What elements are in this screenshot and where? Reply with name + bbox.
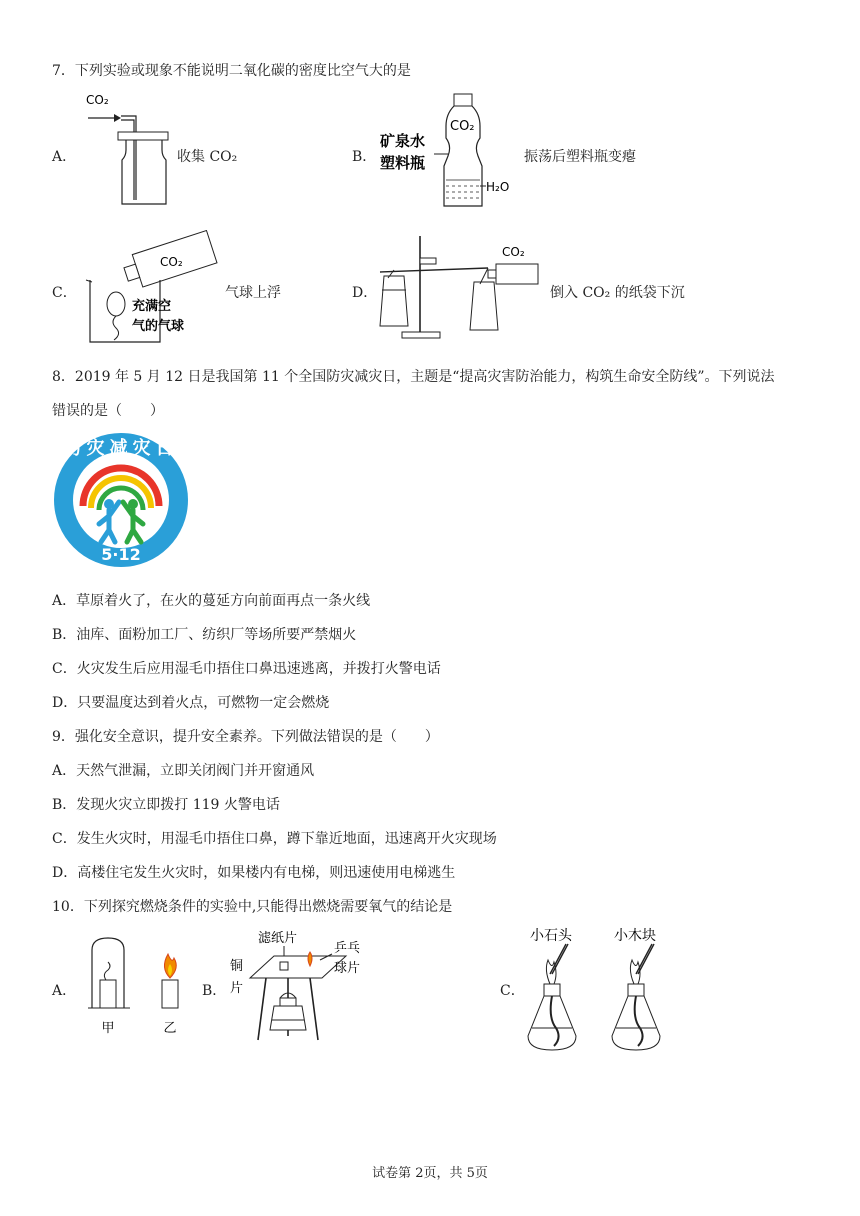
q9-stem: 9．强化安全意识，提升安全素养。下列做法错误的是（ ）: [52, 729, 439, 745]
page-footer: 试卷第 2页，共 5页: [372, 1166, 488, 1181]
q7-figure-c-balloon: [84, 230, 224, 346]
q10-figure-a-candles: [88, 936, 198, 1036]
q7-stem: 7．下列实验或现象不能说明二氧化碳的密度比空气大的是: [52, 63, 411, 79]
q7-option-a-caption: 收集 CO₂: [177, 149, 238, 165]
q7-option-c-letter: C．: [52, 285, 77, 301]
q9-option-a: A．天然气泄漏，立即关闭阀门并开窗通风: [52, 763, 315, 779]
q7-option-c-caption: 气球上浮: [225, 285, 281, 301]
q10-a-label-1: 甲: [101, 1021, 115, 1036]
disaster-prevention-logo: [53, 432, 189, 568]
q8-option-d: D．只要温度达到着火点，可燃物一定会燃烧: [52, 695, 330, 711]
q10-c-label-1: 小石头: [530, 928, 572, 944]
q7-d-gas-label: CO₂: [502, 245, 525, 259]
q9-option-d: D．高楼住宅发生火灾时，如果楼内有电梯，则迅速使用电梯逃生: [52, 865, 456, 881]
q8-option-a: A．草原着火了，在火的蔓延方向前面再点一条火线: [52, 593, 371, 609]
q10-a-label-2: 乙: [163, 1021, 177, 1036]
logo-top-text: 防灾减灾日: [63, 438, 179, 459]
q10-figure-c-alcohol-lamps: [522, 918, 702, 1058]
q7-b-water-label: H₂O: [486, 180, 510, 194]
q10-stem: 10．下列探究燃烧条件的实验中,只能得出燃烧需要氧气的结论是: [52, 899, 453, 915]
q10-option-c-letter: C．: [500, 983, 525, 999]
q7-c-label-line1: 充满空: [132, 299, 172, 314]
q7-c-gas-label: CO₂: [160, 255, 183, 269]
q8-stem-line2: 错误的是（ ）: [52, 403, 164, 419]
q7-b-label-line2: 塑料瓶: [380, 154, 426, 172]
q10-b-pp-label-2: 球片: [334, 961, 361, 976]
q7-figure-a-gas-collection: [84, 92, 174, 208]
q9-option-c: C．发生火灾时，用湿毛巾捂住口鼻，蹲下靠近地面，迅速离开火灾现场: [52, 831, 497, 847]
q10-figure-b-copper-plate: [224, 926, 390, 1046]
q8-option-b: B．油库、面粉加工厂、纺织厂等场所要严禁烟火: [52, 627, 357, 643]
q7-b-label-line1: 矿泉水: [380, 132, 426, 150]
q9-option-b: B．发现火灾立即拨打 119 火警电话: [52, 797, 280, 813]
q7-a-gas-label: CO₂: [86, 93, 109, 107]
q7-option-d-letter: D．: [352, 285, 378, 301]
q8-option-c: C．火灾发生后应用湿毛巾捂住口鼻迅速逃离，并拨打火警电话: [52, 661, 441, 677]
q10-option-a-letter: A．: [52, 983, 77, 999]
q10-b-copper-label-1: 铜: [230, 959, 244, 974]
q7-figure-d-balance: [376, 230, 546, 342]
q7-option-a-letter: A．: [52, 149, 77, 165]
q7-option-b-letter: B．: [352, 149, 377, 165]
q7-option-d-caption: 倒入 CO₂ 的纸袋下沉: [550, 285, 685, 301]
q7-b-gas-label: CO₂: [450, 119, 475, 134]
q7-option-b-caption: 振荡后塑料瓶变瘪: [524, 149, 636, 165]
q7-figure-b-plastic-bottle: [376, 90, 526, 214]
q7-c-label-line2: 气的气球: [132, 319, 185, 334]
q10-c-label-2: 小木块: [614, 928, 656, 944]
q10-b-pp-label-1: 乒乓: [334, 941, 361, 956]
logo-date: 5·12: [101, 545, 141, 564]
q8-stem-line1: 8．2019 年 5 月 12 日是我国第 11 个全国防灾减灾日，主题是“提高灾害防治能力，构筑生命安全防线”。下列说法: [52, 369, 775, 385]
q10-option-b-letter: B．: [202, 983, 227, 999]
q10-b-filter-label: 滤纸片: [258, 931, 298, 946]
q10-b-copper-label-2: 片: [230, 981, 244, 996]
